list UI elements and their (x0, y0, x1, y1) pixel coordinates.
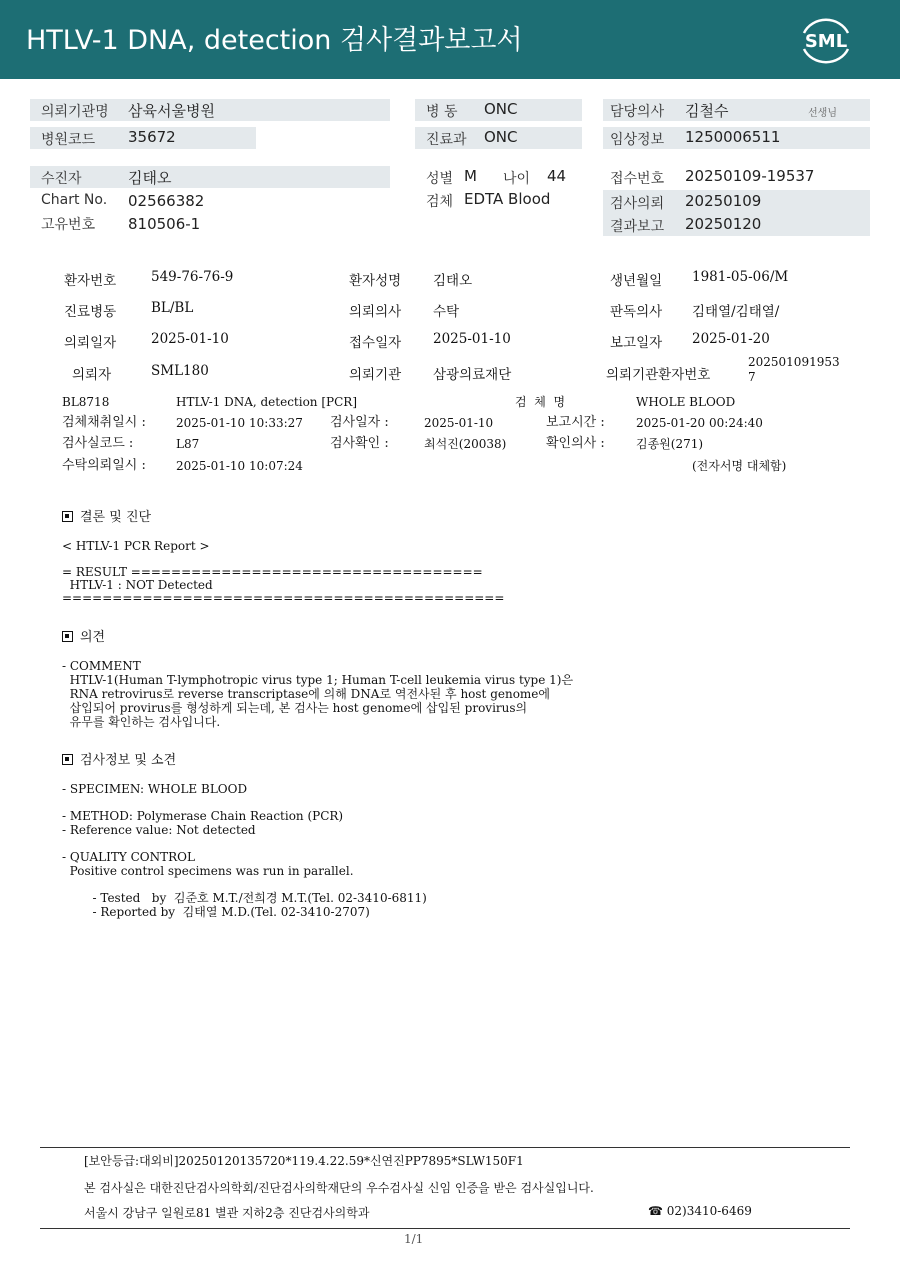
method-line: - METHOD: Polymerase Chain Reaction (PCR) (62, 809, 344, 823)
consign-label: 수탁의뢰일시 : (62, 458, 146, 473)
footer-bottom-rule (40, 1228, 850, 1229)
age-label: 나이 (503, 171, 531, 187)
page-number: 1/1 (404, 1232, 424, 1246)
labcode-label: 검사실코드 : (62, 436, 134, 451)
qc-line: - QUALITY CONTROL (62, 850, 195, 864)
section-comment (62, 631, 105, 645)
chart-value: 02566382 (128, 192, 205, 210)
r4-v2: 삼광의료재단 (433, 367, 512, 383)
r1-v2: 김태오 (433, 273, 473, 289)
clinic-label: 임상정보 (610, 132, 665, 148)
r3-v2: 2025-01-10 (433, 331, 511, 347)
section-square-icon (62, 754, 73, 765)
r2-l1: 진료병동 (64, 304, 117, 320)
confirmdoc-label: 확인의사 : (546, 436, 605, 451)
footer-top-rule (40, 1147, 850, 1148)
r2-v2: 수탁 (433, 304, 460, 320)
r4-l3: 의뢰기관환자번호 (606, 367, 711, 383)
r1-v3: 1981-05-06/M (692, 269, 789, 285)
r4-v3: 202501091953 (748, 355, 840, 369)
rep-label: 결과보고 (610, 219, 665, 235)
uid-value: 810506-1 (128, 215, 201, 233)
logo-text: SML (804, 31, 848, 52)
clinic-value: 1250006511 (685, 128, 781, 146)
pcr-report: < HTLV-1 PCR Report > (62, 539, 210, 553)
reported-line: - Reported by 김태열 M.D.(Tel. 02-3410-2707) (62, 905, 370, 919)
r3-v1: 2025-01-10 (151, 331, 229, 347)
consign-value: 2025-01-10 10:07:24 (176, 459, 303, 473)
r3-l3: 보고일자 (610, 335, 663, 351)
testdate-label: 검사일자 : (330, 415, 389, 430)
sml-logo (796, 13, 856, 67)
section-conclusion (62, 511, 151, 525)
specimen-value: EDTA Blood (464, 190, 551, 208)
comment-l2: RNA retrovirus로 reverse transcriptase에 의해 DNA로 역전사된 후 host genome에 (62, 687, 550, 701)
specimen-line: - SPECIMEN: WHOLE BLOOD (62, 782, 248, 796)
r4-l1: 의뢰자 (72, 367, 112, 383)
recv-value: 20250109-19537 (685, 167, 815, 185)
sec1-title: 결론 및 진단 (80, 510, 152, 525)
phone-line: ☎ 02)3410-6469 (648, 1204, 752, 1218)
confirmdoc-value: 김종원(271) (636, 437, 704, 451)
page-header (0, 0, 900, 79)
uid-label: 고유번호 (41, 217, 96, 233)
comment-l1: HTLV-1(Human T-lymphotropic virus type 1; Human T-cell leukemia virus type 1)은 (62, 673, 574, 687)
tested-line: - Tested by 김준호 M.T./전희경 M.T.(Tel. 02-3410-6811) (62, 891, 427, 905)
confirm-label: 검사확인 : (330, 436, 389, 451)
spec-name-value: WHOLE BLOOD (636, 395, 736, 409)
r1-l3: 생년월일 (610, 273, 663, 289)
comment-l4: 유무를 확인하는 검사입니다. (62, 715, 221, 729)
r3-v3: 2025-01-20 (692, 331, 770, 347)
doctor-label: 담당의사 (610, 104, 665, 120)
r4-v1: SML180 (151, 363, 209, 379)
patient-label: 수진자 (41, 171, 82, 187)
section-square-icon (62, 631, 73, 642)
ward-label: 병 동 (426, 104, 458, 120)
section-testinfo (62, 754, 176, 768)
comment-l3: 삽입되어 provirus를 형성하게 되는데, 본 검사는 host genome에 삽입된 provirus의 (62, 701, 528, 715)
cert-line: 본 검사실은 대한진단검사의학회/진단검사의학재단의 우수검사실 신임 인증을 받은 검사실입니다. (84, 1181, 594, 1195)
report-title: HTLV-1 DNA, detection 검사결과보고서 (26, 25, 523, 56)
doctor-suffix: 선생님 (808, 108, 837, 119)
dept-value: ONC (484, 128, 518, 146)
test-name: HTLV-1 DNA, detection [PCR] (176, 395, 358, 409)
ward-value: ONC (484, 100, 518, 118)
qc-line2: Positive control specimens was run in parallel. (62, 864, 354, 878)
reporttime-label: 보고시간 : (546, 415, 605, 430)
sex-value: M (464, 167, 477, 185)
sex-label: 성별 (426, 171, 454, 187)
sec2-title: 의견 (80, 630, 106, 645)
r2-l2: 의뢰의사 (349, 304, 402, 320)
section-square-icon (62, 511, 73, 522)
ref-line: - Reference value: Not detected (62, 823, 256, 837)
specimen-label: 검체 (426, 194, 454, 210)
result-line1: = RESULT =================================== (62, 565, 483, 579)
result-line2: HTLV-1 : NOT Detected (62, 578, 213, 592)
req-label: 검사의뢰 (610, 196, 665, 212)
age-value: 44 (547, 167, 567, 185)
req-value: 20250109 (685, 192, 762, 210)
reporttime-value: 2025-01-20 00:24:40 (636, 416, 763, 430)
r2-l3: 판독의사 (610, 304, 663, 320)
collect-label: 검체채취일시 : (62, 415, 146, 430)
r1-l1: 환자번호 (64, 273, 117, 289)
inst-value: 삼육서울병원 (128, 102, 215, 120)
security-line: [보안등급:대외비]20250120135720*119.4.22.59*신연진PP7895*SLW150F1 (84, 1154, 524, 1168)
r3-l1: 의뢰일자 (64, 335, 117, 351)
testdate-value: 2025-01-10 (424, 416, 494, 430)
r1-l2: 환자성명 (349, 273, 402, 289)
r1-v1: 549-76-76-9 (151, 269, 234, 285)
dept-label: 진료과 (426, 132, 467, 148)
comment-head: - COMMENT (62, 659, 141, 673)
esign-note: (전자서명 대체함) (692, 459, 787, 473)
recv-label: 접수번호 (610, 171, 665, 187)
patient-box (30, 166, 390, 188)
test-code: BL8718 (62, 395, 110, 409)
labcode-value: L87 (176, 437, 200, 451)
patient-value: 김태오 (128, 169, 172, 187)
sec3-title: 검사정보 및 소견 (80, 753, 177, 768)
confirm-value: 최석진(20038) (424, 437, 507, 451)
result-line3: ============================================ (62, 591, 505, 605)
code-label: 병원코드 (41, 132, 96, 148)
rep-value: 20250120 (685, 215, 762, 233)
r3-l2: 접수일자 (349, 335, 402, 351)
code-value: 35672 (128, 128, 176, 146)
spec-name-label: 검 체 명 (515, 395, 566, 409)
inst-label: 의뢰기관명 (41, 104, 109, 120)
address-line: 서울시 강남구 일원로81 별관 지하2층 진단검사의학과 (84, 1206, 370, 1220)
r4-v3b: 7 (748, 370, 756, 384)
collect-value: 2025-01-10 10:33:27 (176, 416, 303, 430)
doctor-value: 김철수 (685, 102, 729, 120)
r2-v3: 김태열/김태열/ (692, 304, 780, 320)
r4-l2: 의뢰기관 (349, 367, 402, 383)
chart-label: Chart No. (41, 192, 108, 208)
r2-v1: BL/BL (151, 300, 194, 316)
